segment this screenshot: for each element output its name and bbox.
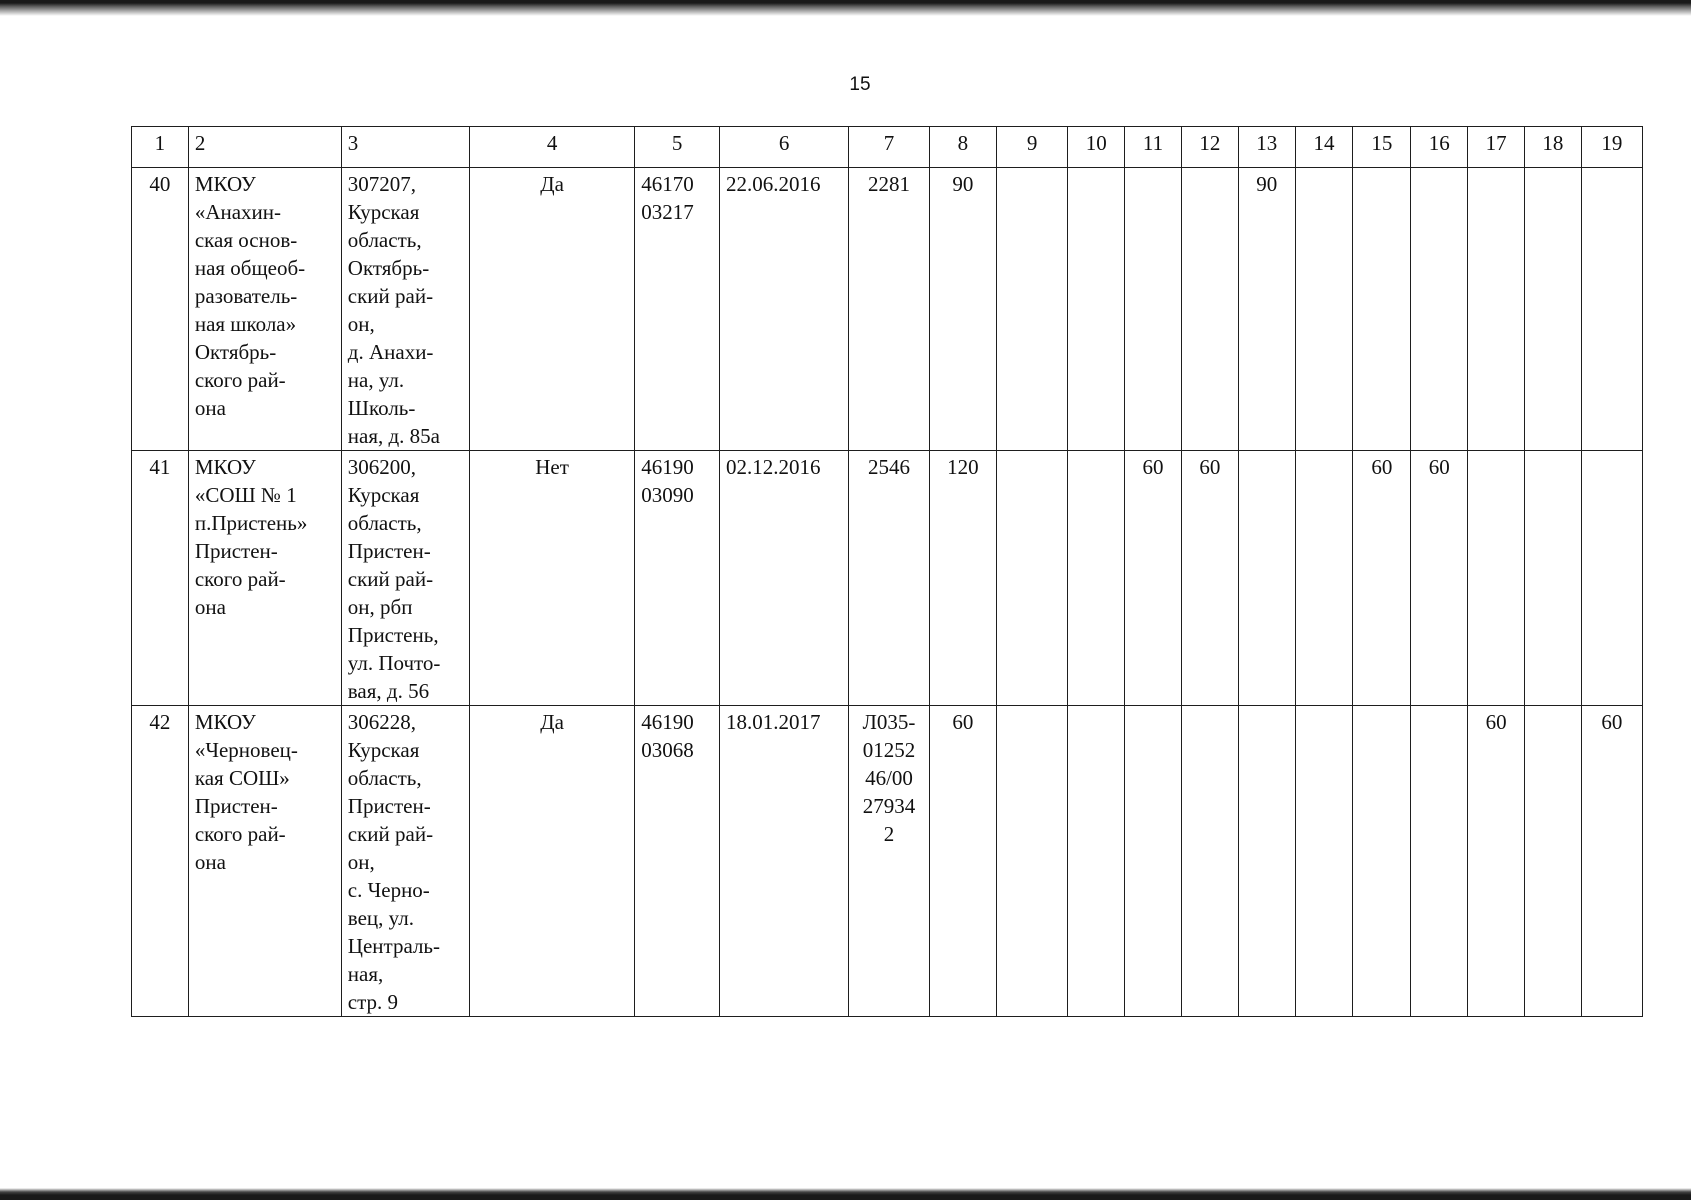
- cell-col6: 02.12.2016: [720, 451, 849, 706]
- table-header-row: [132, 127, 1643, 168]
- cell-col11: [1125, 168, 1182, 451]
- cell-col17: 60: [1468, 706, 1525, 1017]
- column-header: 11: [1125, 127, 1182, 168]
- column-header: 1: [132, 127, 189, 168]
- cell-col15: [1353, 706, 1411, 1017]
- table-row: [132, 168, 1643, 451]
- cell-col15: [1353, 168, 1411, 451]
- cell-col14: [1295, 706, 1353, 1017]
- data-table: [131, 126, 1643, 1017]
- scan-edge-bottom: [0, 1188, 1691, 1200]
- cell-col7: Л035- 01252 46/00 27934 2: [849, 706, 930, 1017]
- column-header: 17: [1468, 127, 1525, 168]
- column-header: 13: [1238, 127, 1295, 168]
- cell-col18: [1525, 451, 1582, 706]
- cell-col4: Нет: [469, 451, 634, 706]
- column-header: 15: [1353, 127, 1411, 168]
- column-header: 6: [720, 127, 849, 168]
- cell-col18: [1525, 706, 1582, 1017]
- column-header: 10: [1068, 127, 1125, 168]
- school-name: МКОУ «Черновец- кая СОШ» Пристен- ского рай- она: [188, 706, 341, 1017]
- column-header: 7: [849, 127, 930, 168]
- column-header: 16: [1411, 127, 1468, 168]
- school-name: МКОУ «Анахин- ская основ- ная общеоб- разователь- ная школа» Октябрь- ского рай- она: [188, 168, 341, 451]
- cell-col19: 60: [1581, 706, 1642, 1017]
- column-header: 2: [188, 127, 341, 168]
- cell-col13: [1238, 451, 1295, 706]
- cell-col8: 120: [929, 451, 996, 706]
- cell-col6: 22.06.2016: [720, 168, 849, 451]
- cell-col7: 2546: [849, 451, 930, 706]
- column-header: 4: [469, 127, 634, 168]
- cell-col15: 60: [1353, 451, 1411, 706]
- school-name: МКОУ «СОШ № 1 п.Пристень» Пристен- ского рай- она: [188, 451, 341, 706]
- cell-col12: [1181, 706, 1238, 1017]
- cell-col7: 2281: [849, 168, 930, 451]
- cell-col11: [1125, 706, 1182, 1017]
- column-header: 8: [929, 127, 996, 168]
- cell-col13: 90: [1238, 168, 1295, 451]
- table-row: [132, 451, 1643, 706]
- cell-col5: 46170 03217: [635, 168, 720, 451]
- column-header: 3: [341, 127, 469, 168]
- cell-col19: [1581, 451, 1642, 706]
- cell-col17: [1468, 451, 1525, 706]
- column-header: 5: [635, 127, 720, 168]
- column-header: 18: [1525, 127, 1582, 168]
- column-header: 19: [1581, 127, 1642, 168]
- cell-col16: 60: [1411, 451, 1468, 706]
- cell-col10: [1068, 706, 1125, 1017]
- scan-edge-top: [0, 0, 1691, 16]
- table-row: [132, 706, 1643, 1017]
- cell-col16: [1411, 706, 1468, 1017]
- cell-col9: [996, 168, 1067, 451]
- cell-col11: 60: [1125, 451, 1182, 706]
- cell-col14: [1295, 451, 1353, 706]
- cell-col4: Да: [469, 706, 634, 1017]
- school-address: 307207, Курская область, Октябрь- ский рай- он, д. Анахи- на, ул. Школь- ная, д. 85а: [341, 168, 469, 451]
- school-address: 306228, Курская область, Пристен- ский рай- он, с. Черно- вец, ул. Централь- ная, стр. 9: [341, 706, 469, 1017]
- cell-col8: 60: [929, 706, 996, 1017]
- cell-col9: [996, 451, 1067, 706]
- cell-col12: 60: [1181, 451, 1238, 706]
- column-header: 12: [1181, 127, 1238, 168]
- cell-col4: Да: [469, 168, 634, 451]
- cell-col18: [1525, 168, 1582, 451]
- cell-col10: [1068, 451, 1125, 706]
- row-number: 41: [132, 451, 189, 706]
- cell-col16: [1411, 168, 1468, 451]
- cell-col14: [1295, 168, 1353, 451]
- cell-col6: 18.01.2017: [720, 706, 849, 1017]
- cell-col17: [1468, 168, 1525, 451]
- page-number: 15: [849, 74, 871, 95]
- school-address: 306200, Курская область, Пристен- ский рай- он, рбп Пристень, ул. Почто- вая, д. 56: [341, 451, 469, 706]
- cell-col5: 46190 03090: [635, 451, 720, 706]
- cell-col13: [1238, 706, 1295, 1017]
- cell-col5: 46190 03068: [635, 706, 720, 1017]
- row-number: 40: [132, 168, 189, 451]
- cell-col19: [1581, 168, 1642, 451]
- column-header: 9: [996, 127, 1067, 168]
- row-number: 42: [132, 706, 189, 1017]
- cell-col9: [996, 706, 1067, 1017]
- cell-col12: [1181, 168, 1238, 451]
- column-header: 14: [1295, 127, 1353, 168]
- cell-col10: [1068, 168, 1125, 451]
- cell-col8: 90: [929, 168, 996, 451]
